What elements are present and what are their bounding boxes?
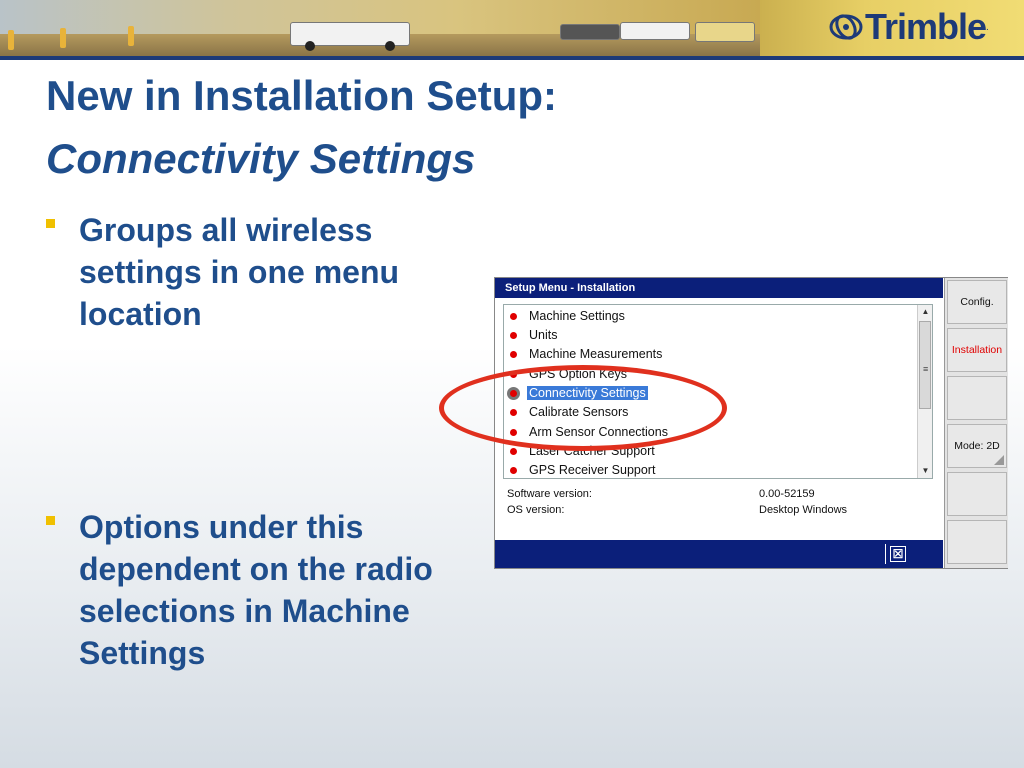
list-item-label: Machine Measurements [529,347,663,361]
list-item-label: Laser Catcher Support [529,444,655,458]
status-dot-icon [510,467,517,474]
list-item-machine-measurements[interactable] [508,345,664,363]
close-icon[interactable]: ☒ [890,546,906,562]
trimble-globe-icon [829,12,863,42]
empty-soft-button[interactable] [947,376,1007,420]
logo-trademark: . [986,21,989,33]
status-dot-icon [510,313,517,320]
list-item-label: Connectivity Settings [529,386,646,400]
os-version-label: OS version: [507,504,565,516]
empty-soft-button[interactable] [947,472,1007,516]
worker-figure [8,30,14,50]
bullet-text: Groups all wireless settings in one menu location [79,212,400,332]
side-button-panel [944,278,1008,568]
list-scrollbar[interactable] [917,305,932,478]
list-item-label: Units [529,328,558,342]
bullet-text: Options under this dependent on the radio selections in Machine Settings [79,509,433,671]
grip-icon: ≡ [923,364,929,374]
bullet-marker [46,219,55,228]
mode-button-label: Mode: 2D [954,440,1000,452]
status-dot-icon [510,332,517,339]
slide-title: New in Installation Setup: [46,72,558,119]
empty-soft-button[interactable] [947,520,1007,564]
os-version-value: Desktop Windows [759,504,848,516]
bullet-marker [46,516,55,525]
trimble-logo [829,8,989,46]
logo-text: Trimble [865,6,987,47]
list-item-label: Machine Settings [529,309,625,323]
vehicle-image [560,24,620,40]
list-item-label: GPS Option Keys [529,367,627,381]
bullet-point [46,209,466,335]
list-item-label: Arm Sensor Connections [529,425,668,439]
list-item-label: Calibrate Sensors [529,405,629,419]
list-item-machine-settings[interactable] [508,307,627,325]
worker-figure [60,28,66,48]
divider [885,544,886,564]
software-version-label: Software version: [507,488,592,500]
status-dot-icon [510,448,517,455]
window-title: Setup Menu - Installation [495,278,943,298]
mode-2d-button[interactable] [947,424,1007,468]
wheel [385,41,395,51]
highlight-ellipse [439,365,727,451]
scroll-down-icon[interactable]: ▼ [921,466,930,475]
window-footer-bar [495,540,943,568]
list-item-units[interactable] [508,326,559,344]
slide-subtitle: Connectivity Settings [46,135,476,182]
config-button[interactable]: Config. [947,280,1007,324]
installation-button[interactable]: Installation [947,328,1007,372]
wheel [305,41,315,51]
header-banner [0,0,1024,56]
banner-divider [0,56,1024,60]
list-item-gps-receiver-support[interactable] [508,461,657,479]
worker-figure [128,26,134,46]
scroll-up-icon[interactable]: ▲ [921,307,930,316]
bullet-point [46,506,466,674]
truck-image [620,22,690,40]
equipment-image [695,22,755,42]
list-item-label: GPS Receiver Support [529,463,656,477]
dropdown-corner-icon [994,455,1004,465]
status-dot-icon [510,351,517,358]
scrollbar-thumb[interactable] [919,321,931,409]
software-version-value: 0.00-52159 [759,488,815,500]
